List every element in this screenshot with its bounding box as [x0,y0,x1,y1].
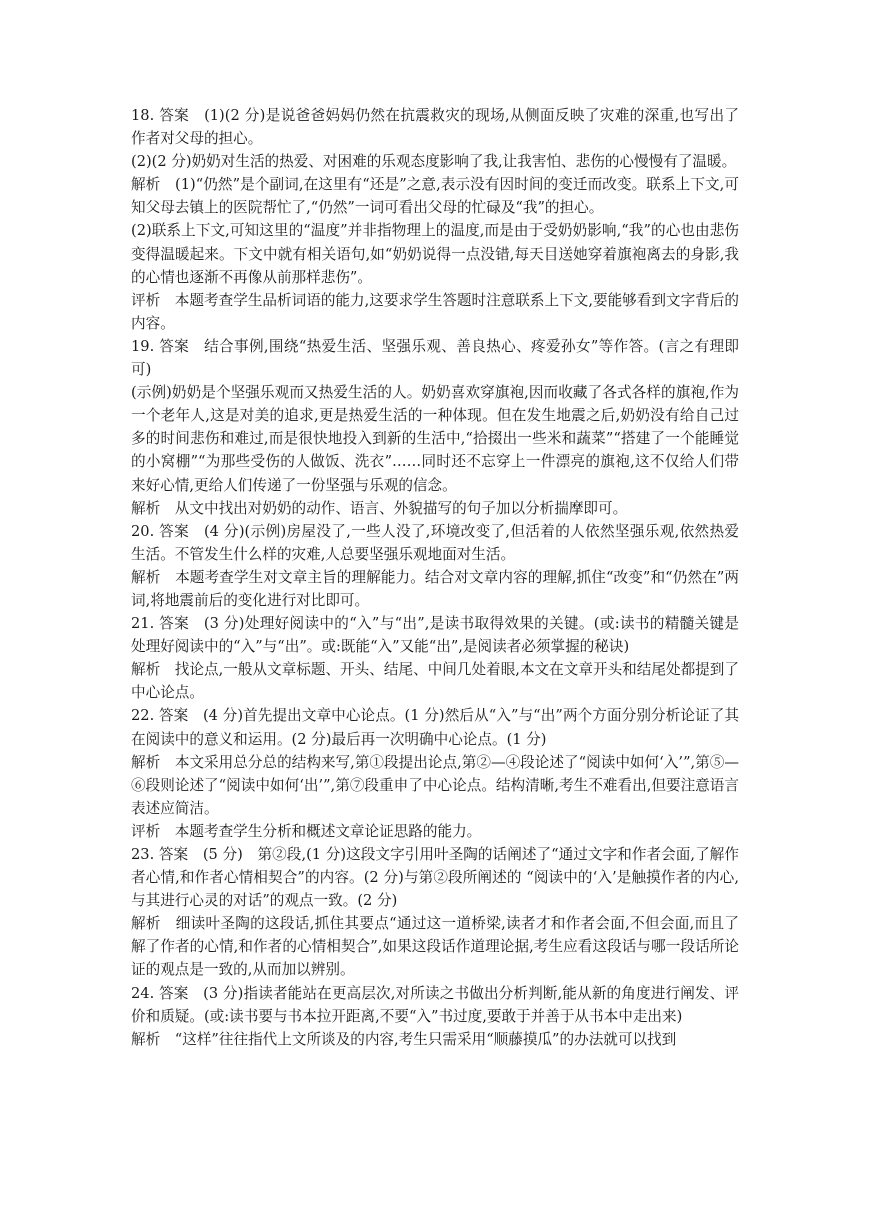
analysis-20: 解析 本题考查学生对文章主旨的理解能力。结合对文章内容的理解,抓住“改变”和“仍然在”两词,将地震前后的变化进行对比即可。 [131,568,739,609]
comment-22: 评析 本题考查学生分析和概述文章论证思路的能力。 [131,822,482,840]
answer-19-example: (示例)奶奶是个坚强乐观而又热爱生活的人。奶奶喜欢穿旗袍,因而收藏了各式各样的旗袍,作为一个老年人,这是对美的追求,更是热爱生活的一种体现。但在发生地震之后,奶奶没有给自己过多的时间悲伤和难过,而是很快地投入到新的生活中,“拾掇出一些米和蔬菜”“搭建了一个能睡觉的小窝棚”“为那些受伤的人做饭、洗衣”……同时还不忘穿上一件漂亮的旗袍,这不仅给人们带来好心情,更给人们传递了一份坚强与乐观的信念。 [131,384,739,494]
answer-24: 24. 答案 (3 分)指读者能站在更高层次,对所读之书做出分析判断,能从新的角度进行阐发、评价和质疑。(或:读书要与书本拉开距离,不要“入”书过度,要敢于并善于从书本中走出来) [131,984,739,1025]
answer-18-part2: (2)(2 分)奶奶对生活的热爱、对困难的乐观态度影响了我,让我害怕、悲伤的心慢慢有了温暖。 [131,153,737,171]
analysis-21: 解析 找论点,一般从文章标题、开头、结尾、中间几处着眼,本文在文章开头和结尾处都提到了中心论点。 [131,661,739,702]
answer-18-part1: 18. 答案 (1)(2 分)是说爸爸妈妈仍然在抗震救灾的现场,从侧面反映了灾难的深重,也写出了作者对父母的担心。 [131,107,739,148]
answer-document [131,104,739,1051]
analysis-19: 解析 从文中找出对奶奶的动作、语言、外貌描写的句子加以分析揣摩即可。 [131,499,628,517]
answer-22: 22. 答案 (4 分)首先提出文章中心论点。(1 分)然后从“入”与“出”两个方面分别分析论证了其在阅读中的意义和运用。(2 分)最后再一次明确中心论点。(1 分) [131,707,739,748]
answer-20: 20. 答案 (4 分)(示例)房屋没了,一些人没了,环境改变了,但活着的人依然坚强乐观,依然热爱生活。不管发生什么样的灾难,人总要坚强乐观地面对生活。 [131,522,739,563]
comment-18: 评析 本题考查学生品析词语的能力,这要求学生答题时注意联系上下文,要能够看到文字背后的内容。 [131,291,739,332]
answer-23: 23. 答案 (5 分) 第②段,(1 分)这段文字引用叶圣陶的话阐述了“通过文字和作者会面,了解作者心情,和作者心情相契合”的内容。(2 分)与第②段所阐述的 “阅读中的‘入’是触摸作者的内心,与其进行心灵的对话”的观点一致。(2 分) [131,846,739,910]
analysis-18-part1: 解析 (1)“仍然”是个副词,在这里有“还是”之意,表示没有因时间的变迁而改变。联系上下文,可知父母去镇上的医院帮忙了,“仍然”一词可看出父母的忙碌及“我”的担心。 [131,176,739,217]
answer-21: 21. 答案 (3 分)处理好阅读中的“入”与“出”,是读书取得效果的关键。(或:读书的精髓关键是处理好阅读中的“入”与“出”。或:既能“入”又能“出”,是阅读者必须掌握的秘诀) [131,615,739,656]
analysis-22: 解析 本文采用总分总的结构来写,第①段提出论点,第②—④段论述了“阅读中如何‘入’”,第⑤—⑥段则论述了“阅读中如何‘出’”,第⑦段重申了中心论点。结构清晰,考生不难看出,但要注意语言表述应简洁。 [131,753,739,817]
analysis-23: 解析 细读叶圣陶的这段话,抓住其要点“通过这一道桥梁,读者才和作者会面,不但会面,而且了解了作者的心情,和作者的心情相契合”,如果这段话作道理论据,考生应看这段话与哪一段话所论证的观点是一致的,从而加以辨别。 [131,915,739,979]
analysis-18-part2: (2)联系上下文,可知这里的“温度”并非指物理上的温度,而是由于受奶奶影响,“我”的心也由悲伤变得温暖起来。下文中就有相关语句,如“奶奶说得一点没错,每天目送她穿着旗袍离去的身影,我的心情也逐渐不再像从前那样悲伤”。 [131,222,739,286]
analysis-24: 解析 “这样”往往指代上文所谈及的内容,考生只需采用“顺藤摸瓜”的办法就可以找到 [131,1030,677,1048]
answer-19: 19. 答案 结合事例,围绕“热爱生活、坚强乐观、善良热心、疼爱孙女”等作答。(言之有理即可) [131,337,739,379]
